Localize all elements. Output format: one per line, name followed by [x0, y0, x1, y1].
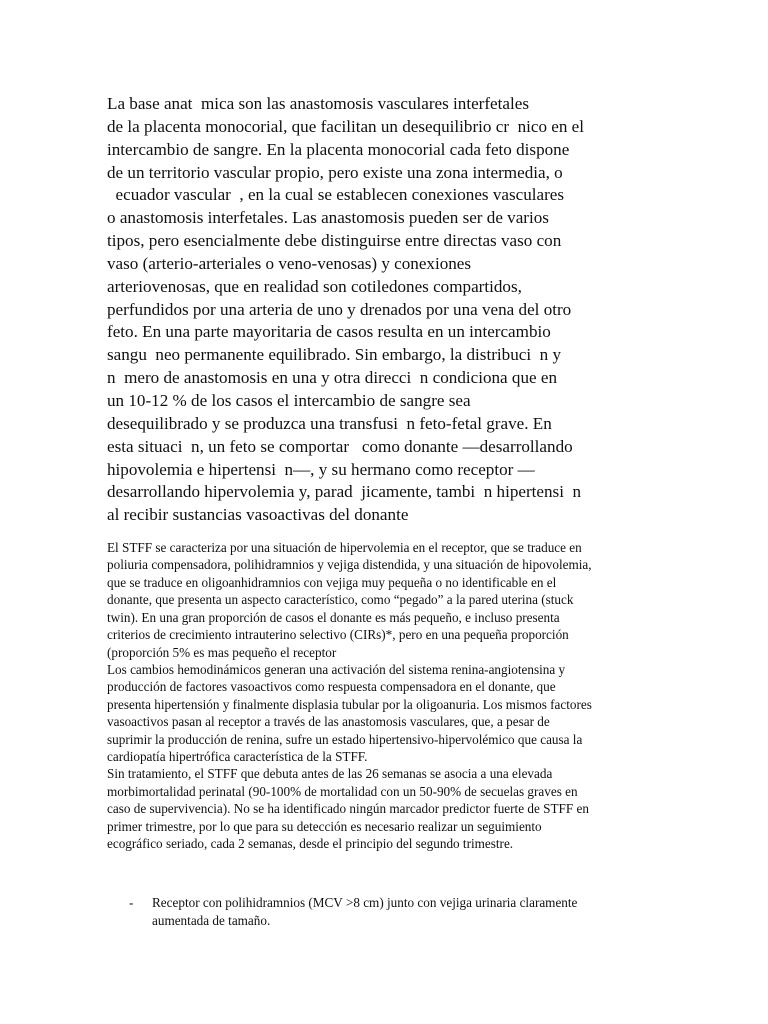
- text-line: criterios de crecimiento intrauterino selectivo (CIRs)*, pero en una pequeña proporción: [107, 627, 569, 643]
- text-line: tipos, pero esencialmente debe distinguirse entre directas vaso con: [107, 231, 562, 251]
- text-line: La base anat mica son las anastomosis vasculares interfetales: [107, 94, 529, 113]
- text-line: perfundidos por una arteria de uno y drenados por una vena del otro: [107, 299, 572, 319]
- text-line: suprimir la producción de renina, sufre un estado hipertensivo-hipervolémico que causa la: [107, 731, 583, 747]
- text-line: hipovolemia e hipertensi n—, y su hermano como receptor —: [107, 459, 535, 479]
- text-line: vasoactivos pasan al receptor a través de las anastomosis vasculares, que, a pesar de: [107, 714, 550, 730]
- text-line: arteriovenosas, que en realidad son cotiledones compartidos,: [107, 276, 522, 296]
- bulleted-list: [129, 894, 749, 929]
- text-line: cardiopatía hipertrófica característica de la STFF.: [107, 749, 368, 765]
- text-line: donante, que presenta un aspecto característico, como “pegado” a la pared uterina (stuck: [107, 592, 574, 608]
- text-line: desarrollando hipervolemia y, parad jicamente, tambi n hipertensi n: [107, 482, 582, 502]
- list-item: [129, 894, 749, 929]
- text-line: ecuador vascular , en la cual se establecen conexiones vasculares: [107, 185, 565, 205]
- list-bullet: -: [129, 895, 134, 910]
- text-line: Receptor con polihidramnios (MCV >8 cm) junto con vejiga urinaria claramente: [152, 895, 578, 910]
- text-line: esta situaci n, un feto se comportar como donante —desarrollando: [107, 436, 573, 456]
- list-item-text: [152, 894, 749, 929]
- text-line: presenta hipertensión y finalmente displasia tubular por la oligoanuria. Los mismos factores: [107, 696, 592, 712]
- text-line: (proporción 5% es mas pequeño el receptor: [107, 644, 337, 660]
- text-line: de un territorio vascular propio, pero existe una zona intermedia, o: [107, 162, 563, 182]
- text-line: El STFF se caracteriza por una situación de hipervolemia en el receptor, que se traduce en: [107, 540, 582, 555]
- text-line: que se traduce en oligoanhidramnios con vejiga muy pequeña o no identificable en el: [107, 574, 557, 590]
- paragraph-anatomical-basis: [107, 93, 747, 527]
- text-line: primer trimestre, por lo que para su detección es necesario realizar un seguimiento: [107, 818, 542, 834]
- text-line: al recibir sustancias vasoactivas del donante: [107, 505, 409, 525]
- text-line: vaso (arterio-arteriales o veno-venosas) y conexiones: [107, 253, 472, 273]
- text-line: n mero de anastomosis en una y otra direcci n condiciona que en: [107, 368, 557, 388]
- text-line: producción de factores vasoactivos como respuesta compensadora en el donante, que: [107, 679, 556, 695]
- text-line: ecográfico seriado, cada 2 semanas, desde el principio del segundo trimestre.: [107, 836, 514, 852]
- text-line: Los cambios hemodinámicos generan una activación del sistema renina-angiotensina y: [107, 661, 566, 677]
- text-line: twin). En una gran proporción de casos el donante es más pequeño, e incluso presenta: [107, 609, 560, 625]
- text-line: Sin tratamiento, el STFF que debuta antes de las 26 semanas se asocia a una elevada: [107, 766, 553, 782]
- text-line: morbimortalidad perinatal (90-100% de mortalidad con un 50-90% de secuelas graves en: [107, 783, 578, 799]
- text-line: o anastomosis interfetales. Las anastomosis pueden ser de varios: [107, 208, 549, 228]
- paragraph-stff-description: [107, 539, 752, 853]
- text-line: aumentada de tamaño.: [152, 912, 271, 928]
- text-line: de la placenta monocorial, que facilitan un desequilibrio cr nico en el: [107, 116, 585, 136]
- text-line: intercambio de sangre. En la placenta monocorial cada feto dispone: [107, 139, 570, 159]
- text-line: poliuria compensadora, polihidramnios y vejiga distendida, y una situación de hipovolemia,: [107, 557, 592, 573]
- text-line: sangu neo permanente equilibrado. Sin embargo, la distribuci n y: [107, 345, 561, 365]
- text-line: caso de supervivencia). No se ha identificado ningún marcador predictor fuerte de STFF en: [107, 801, 589, 817]
- text-line: desequilibrado y se produzca una transfusi n feto-fetal grave. En: [107, 413, 552, 433]
- text-line: un 10-12 % de los casos el intercambio de sangre sea: [107, 390, 471, 410]
- text-line: feto. En una parte mayoritaria de casos resulta en un intercambio: [107, 322, 551, 342]
